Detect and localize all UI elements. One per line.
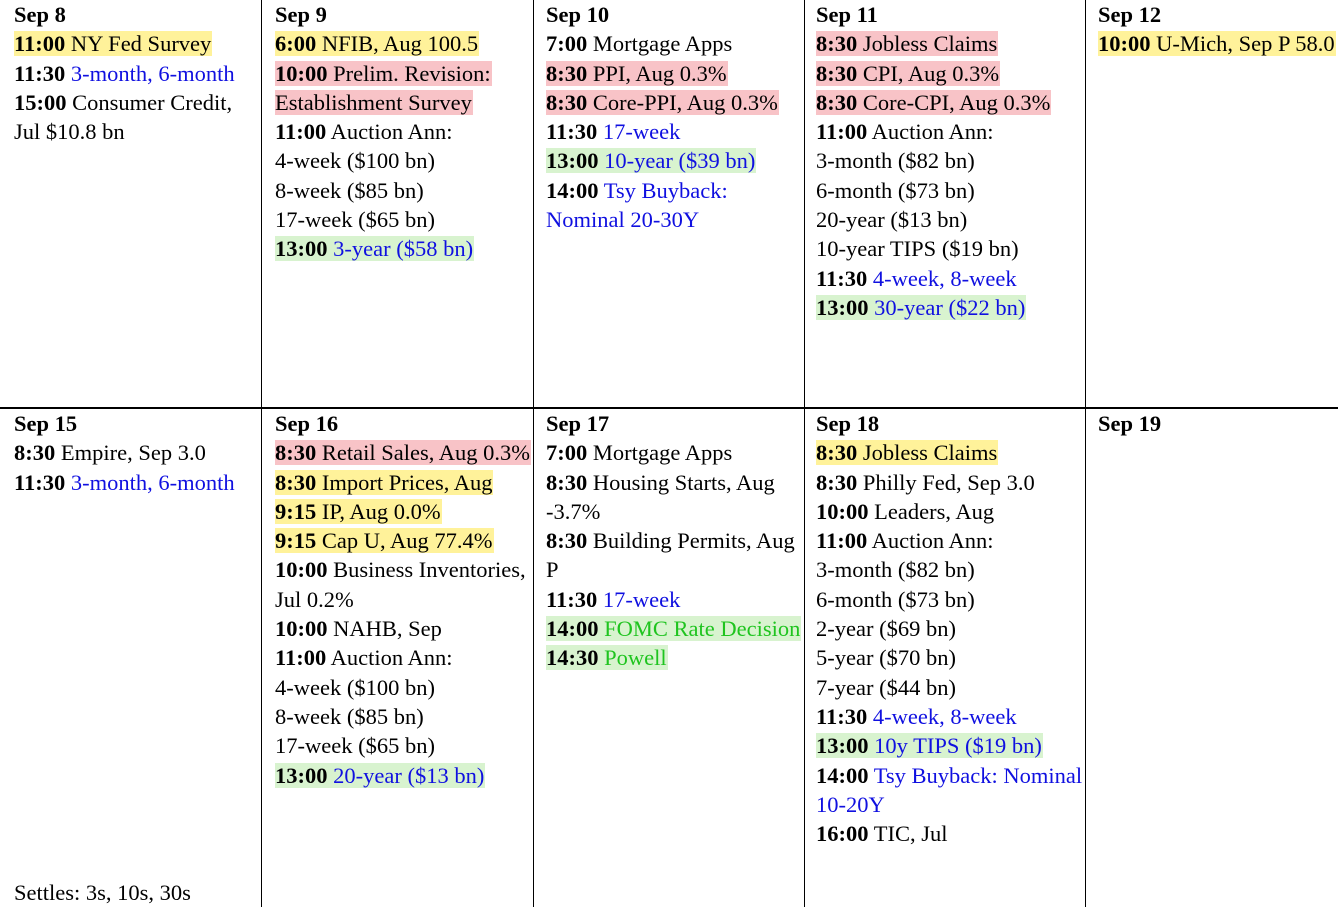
event-time: 11:30 — [816, 703, 868, 729]
event-body — [14, 470, 236, 495]
event-text: 3-year ($58 bn) — [333, 236, 474, 262]
event-time: 8:30 — [816, 31, 858, 57]
calendar-event — [546, 585, 804, 614]
event-time: 11:30 — [546, 119, 598, 145]
event-body — [816, 119, 995, 144]
event-text: 4-week, 8-week — [872, 703, 1017, 729]
auction-line: 20-year ($13 bn) — [816, 207, 968, 233]
event-time: 8:30 — [816, 440, 858, 466]
event-text: 20-year ($13 bn) — [333, 762, 485, 788]
event-body — [816, 266, 1018, 291]
event-text: 3-month, 6-month — [70, 469, 235, 495]
event-body — [546, 587, 681, 612]
event-text: 17-week — [602, 586, 681, 612]
event-time: 11:00 — [275, 645, 327, 671]
event-text: 10-year ($39 bn) — [604, 148, 756, 174]
day-date: Sep 17 — [546, 411, 610, 436]
week-row-1 — [0, 0, 1338, 408]
day-date: Sep 16 — [275, 411, 339, 436]
event-text: Core-PPI, Aug 0.3% — [592, 89, 778, 115]
calendar-event — [275, 117, 533, 234]
calendar-event — [275, 234, 533, 263]
event-text: 4-week, 8-week — [872, 265, 1017, 291]
day-cell — [805, 0, 1086, 408]
calendar-event — [546, 146, 804, 175]
event-time: 9:15 — [275, 498, 317, 524]
day-cell — [0, 0, 262, 408]
event-time: 11:00 — [14, 31, 66, 57]
calendar-event — [14, 438, 261, 467]
day-cell — [1086, 409, 1338, 907]
event-text: Prelim. Revision: Establishment Survey — [275, 60, 491, 115]
event-time: 10:00 — [1098, 31, 1151, 57]
auction-line: 6-month ($73 bn) — [816, 177, 975, 203]
event-body — [816, 499, 995, 524]
event-body — [816, 440, 998, 465]
event-body — [546, 61, 728, 86]
event-time: 7:00 — [546, 31, 588, 57]
calendar-event — [546, 468, 804, 527]
week-row-2 — [0, 409, 1338, 907]
event-time: 11:30 — [14, 469, 66, 495]
event-body — [275, 528, 494, 553]
day-cell — [534, 0, 805, 408]
event-time: 8:30 — [546, 89, 588, 115]
event-text: U-Mich, Sep P 58.0 — [1156, 31, 1335, 57]
event-time: 11:30 — [816, 265, 868, 291]
event-time: 11:30 — [546, 586, 598, 612]
event-text: FOMC Rate Decision — [604, 616, 801, 642]
calendar-event — [275, 29, 533, 58]
event-body — [14, 90, 233, 144]
calendar-event — [546, 59, 804, 88]
event-text: Auction Ann: — [871, 528, 994, 554]
auction-line: 4-week ($100 bn) — [275, 148, 435, 174]
event-time: 11:00 — [816, 119, 868, 145]
calendar-event — [14, 88, 261, 147]
event-text: Auction Ann: — [871, 119, 994, 145]
event-time: 14:00 — [816, 762, 869, 788]
calendar-event — [816, 59, 1085, 88]
calendar-event — [275, 555, 533, 614]
event-body — [275, 119, 454, 144]
event-text: Mortgage Apps — [592, 31, 733, 57]
event-body — [816, 295, 1026, 320]
auction-line: 8-week ($85 bn) — [275, 703, 424, 729]
event-text: NFIB, Aug 100.5 — [321, 31, 479, 57]
event-body — [275, 236, 474, 261]
calendar-event — [546, 438, 804, 467]
day-date: Sep 19 — [1098, 411, 1162, 436]
event-text: Core-CPI, Aug 0.3% — [862, 89, 1051, 115]
day-date: Sep 15 — [14, 411, 78, 436]
event-time: 8:30 — [546, 60, 588, 86]
event-text: Cap U, Aug 77.4% — [321, 528, 493, 554]
auction-line: 6-month ($73 bn) — [816, 586, 975, 612]
calendar-event — [546, 643, 804, 672]
day-cell — [0, 409, 262, 907]
event-text: Leaders, Aug — [874, 498, 995, 524]
calendar-event — [546, 117, 804, 146]
event-time: 13:00 — [275, 762, 328, 788]
event-text: Retail Sales, Aug 0.3% — [321, 440, 530, 466]
event-time: 10:00 — [275, 60, 328, 86]
auction-line: 3-month ($82 bn) — [816, 148, 975, 174]
calendar-event — [816, 264, 1085, 293]
auction-line: 4-week ($100 bn) — [275, 674, 435, 700]
day-cell — [1086, 0, 1338, 408]
event-time: 14:00 — [546, 616, 599, 642]
event-text: Auction Ann: — [330, 119, 453, 145]
event-body — [275, 470, 493, 495]
calendar-event — [275, 526, 533, 555]
calendar-event — [816, 468, 1085, 497]
event-text: Auction Ann: — [330, 645, 453, 671]
event-body — [14, 31, 212, 56]
event-body — [546, 528, 796, 582]
event-body — [816, 61, 1000, 86]
event-body — [816, 733, 1043, 758]
event-text: 3-month, 6-month — [70, 60, 235, 86]
day-cell — [805, 409, 1086, 907]
event-body — [816, 763, 1083, 817]
event-time: 14:30 — [546, 645, 599, 671]
calendar-event — [546, 526, 804, 585]
event-text: 17-week — [602, 119, 681, 145]
day-cell — [262, 0, 534, 408]
event-body — [546, 178, 729, 232]
calendar-event — [14, 59, 261, 88]
event-time: 9:15 — [275, 528, 317, 554]
calendar-event — [14, 29, 261, 58]
calendar-event — [14, 468, 261, 497]
event-time: 11:00 — [275, 119, 327, 145]
event-body — [14, 61, 236, 86]
event-body — [816, 31, 998, 56]
calendar-event — [816, 731, 1085, 760]
event-text: Import Prices, Aug — [321, 469, 493, 495]
event-time: 8:30 — [546, 528, 588, 554]
event-body — [275, 440, 531, 465]
event-text: Mortgage Apps — [592, 440, 733, 466]
event-text: 10y TIPS ($19 bn) — [874, 733, 1042, 759]
day-date: Sep 12 — [1098, 2, 1162, 27]
calendar-event — [546, 176, 804, 235]
event-body — [546, 119, 681, 144]
event-body — [275, 763, 485, 788]
calendar-event — [275, 438, 533, 467]
calendar-event — [275, 497, 533, 526]
event-time: 10:00 — [816, 498, 869, 524]
calendar-event — [275, 59, 533, 118]
calendar-event — [546, 29, 804, 58]
event-time: 11:30 — [14, 60, 66, 86]
calendar-event — [816, 293, 1085, 322]
event-body — [816, 821, 948, 846]
event-time: 8:30 — [816, 469, 858, 495]
calendar-event — [816, 29, 1085, 58]
calendar-event — [816, 497, 1085, 526]
event-time: 8:30 — [816, 60, 858, 86]
event-body — [816, 90, 1051, 115]
event-body — [1098, 31, 1336, 56]
auction-line: 17-week ($65 bn) — [275, 733, 435, 759]
event-body — [275, 499, 442, 524]
event-time: 13:00 — [275, 236, 328, 262]
event-time: 8:30 — [816, 89, 858, 115]
event-text: NAHB, Sep — [333, 616, 442, 642]
event-text: Housing Starts, Aug -3.7% — [546, 469, 775, 524]
auction-line: 7-year ($44 bn) — [816, 674, 956, 700]
event-body — [275, 61, 492, 115]
day-date: Sep 11 — [816, 2, 878, 27]
event-time: 13:00 — [546, 148, 599, 174]
event-body — [546, 90, 779, 115]
event-time: 8:30 — [14, 440, 56, 466]
event-time: 14:00 — [546, 177, 599, 203]
event-text: Tsy Buyback: Nominal 20-30Y — [546, 177, 728, 233]
day-date: Sep 8 — [14, 2, 66, 27]
auction-line: 10-year TIPS ($19 bn) — [816, 236, 1019, 262]
event-body — [546, 645, 668, 670]
event-time: 11:00 — [816, 528, 868, 554]
calendar-event — [816, 702, 1085, 731]
event-body — [275, 31, 479, 56]
event-time: 16:00 — [816, 821, 869, 847]
auction-line: 17-week ($65 bn) — [275, 207, 435, 233]
event-body — [816, 704, 1018, 729]
calendar-event — [275, 761, 533, 790]
event-body — [546, 148, 756, 173]
event-time: 13:00 — [816, 294, 869, 320]
event-time: 8:30 — [275, 469, 317, 495]
event-body — [546, 470, 776, 524]
event-body — [816, 528, 995, 553]
calendar-event — [816, 438, 1085, 467]
calendar-event — [275, 468, 533, 497]
event-text: Tsy Buyback: Nominal 10-20Y — [816, 762, 1083, 817]
event-text: Empire, Sep 3.0 — [60, 440, 206, 466]
event-time: 15:00 — [14, 89, 67, 115]
settlement-note: Settles: 3s, 10s, 30s — [14, 879, 191, 905]
day-date: Sep 9 — [275, 2, 327, 27]
calendar-event — [546, 614, 804, 643]
event-time: 8:30 — [546, 469, 588, 495]
event-text: 30-year ($22 bn) — [874, 294, 1026, 320]
calendar-event — [275, 614, 533, 643]
day-date: Sep 10 — [546, 2, 610, 27]
event-body — [14, 440, 207, 465]
event-text: Building Permits, Aug P — [546, 528, 795, 583]
day-cell — [262, 409, 534, 907]
event-body — [275, 616, 443, 641]
calendar-event — [816, 819, 1085, 848]
auction-line: 2-year ($69 bn) — [816, 616, 956, 642]
event-text: TIC, Jul — [873, 821, 948, 847]
calendar-event — [816, 117, 1085, 263]
calendar-event — [816, 88, 1085, 117]
event-time: 7:00 — [546, 440, 588, 466]
event-time: 10:00 — [275, 557, 328, 583]
event-body — [546, 31, 733, 56]
event-text: Business Inventories, Jul 0.2% — [275, 557, 526, 612]
event-text: Powell — [604, 645, 667, 671]
auction-line: 5-year ($70 bn) — [816, 645, 956, 671]
event-body — [546, 616, 801, 641]
calendar-event — [816, 761, 1085, 820]
calendar-event — [816, 526, 1085, 702]
event-text: Jobless Claims — [862, 440, 998, 466]
event-time: 6:00 — [275, 31, 317, 57]
event-text: IP, Aug 0.0% — [321, 498, 441, 524]
event-body — [816, 470, 1036, 495]
calendar-event — [275, 643, 533, 760]
event-text: PPI, Aug 0.3% — [592, 60, 727, 86]
event-body — [546, 440, 733, 465]
event-text: Jobless Claims — [862, 31, 998, 57]
event-text: Consumer Credit, Jul $10.8 bn — [14, 89, 233, 145]
event-time: 10:00 — [275, 616, 328, 642]
event-body — [275, 645, 454, 670]
day-date: Sep 18 — [816, 411, 880, 436]
event-text: CPI, Aug 0.3% — [862, 60, 1000, 86]
event-time: 8:30 — [275, 440, 317, 466]
auction-line: 3-month ($82 bn) — [816, 557, 975, 583]
calendar-event — [546, 88, 804, 117]
calendar-event — [1098, 29, 1338, 58]
event-text: NY Fed Survey — [70, 31, 212, 57]
event-text: Philly Fed, Sep 3.0 — [862, 469, 1035, 495]
auction-line: 8-week ($85 bn) — [275, 177, 424, 203]
event-body — [275, 557, 527, 611]
event-time: 13:00 — [816, 733, 869, 759]
day-cell — [534, 409, 805, 907]
